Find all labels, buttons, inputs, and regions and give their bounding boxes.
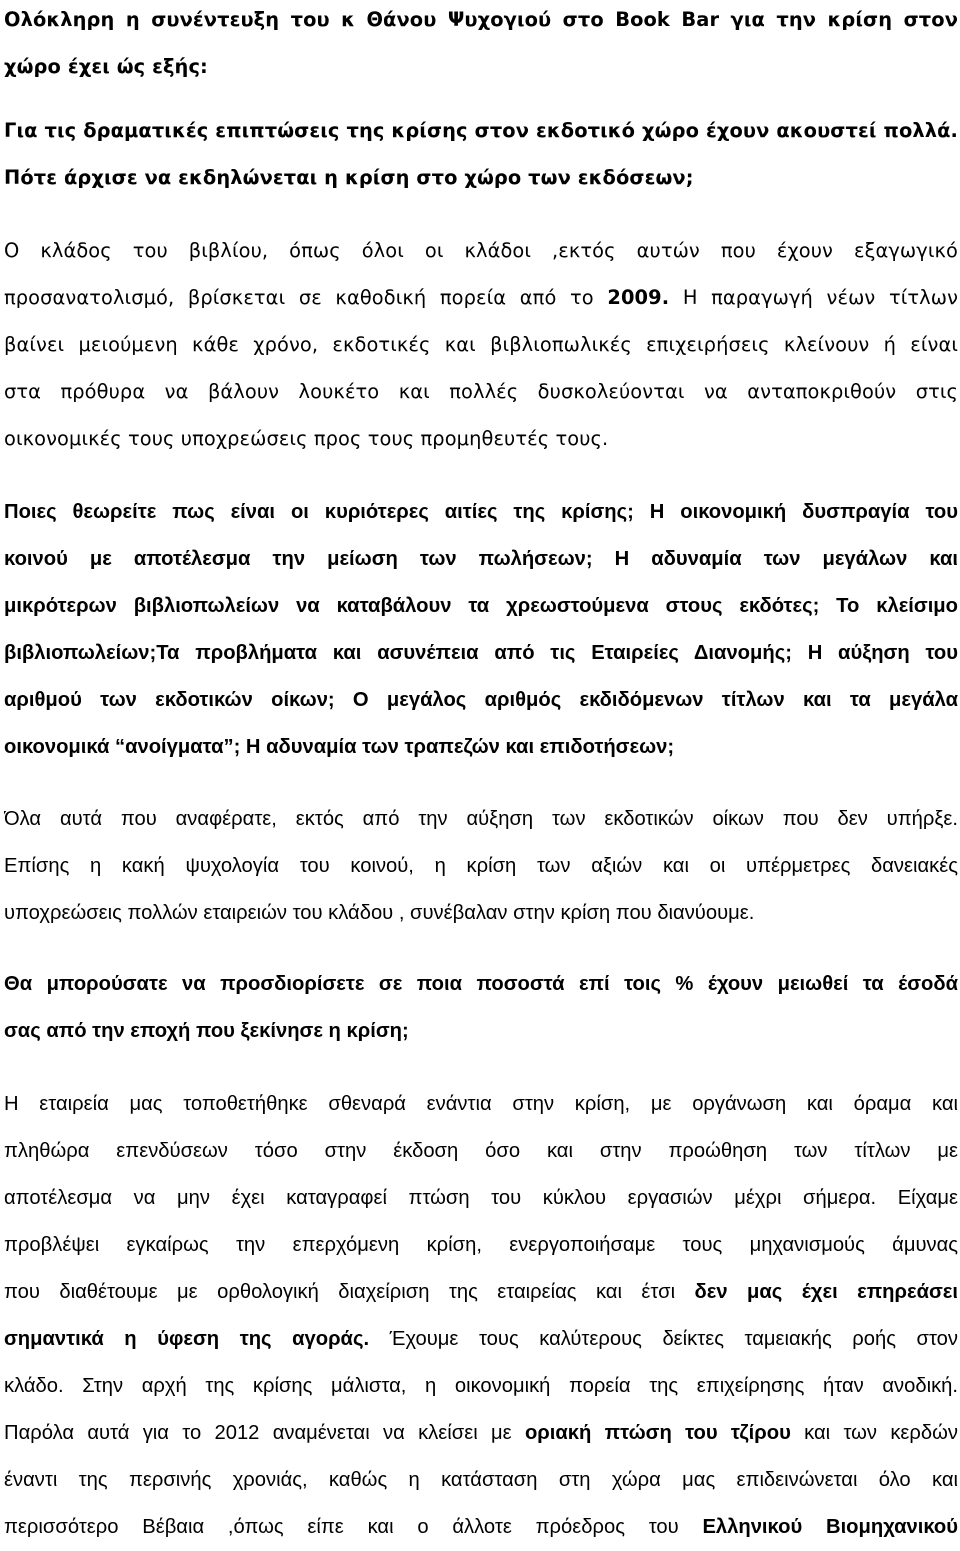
intro-line: χώρο έχει ώς εξής: bbox=[4, 55, 208, 78]
answer-line: έναντι της περσινής χρονιάς, καθώς η κατάσταση στη χώρα μας επιδεινώνεται όλο και bbox=[4, 1469, 958, 1491]
answer-line bbox=[4, 1410, 958, 1457]
answer-3 bbox=[4, 1081, 958, 1551]
emphasis-text: σημαντικά η ύφεση της αγοράς. bbox=[4, 1328, 370, 1350]
answer-text: και των κερδών bbox=[790, 1422, 958, 1444]
question-2 bbox=[4, 489, 958, 771]
question-line: βιβλιοπωλείων;Τα προβλήματα και ασυνέπεια από τις Εταιρείες Διανομής; Η αύξηση του bbox=[4, 642, 958, 664]
emphasis-text: Ελληνικού Βιομηχανικού bbox=[702, 1516, 958, 1538]
answer-1 bbox=[4, 227, 958, 462]
question-line: Θα μπορούσατε να προσδιορίσετε σε ποια ποσοστά επί τοις % έχουν μειωθεί τα έσοδά bbox=[4, 973, 958, 995]
answer-line: προβλέψει εγκαίρως την επερχόμενη κρίση, ενεργοποιήσαμε τους μηχανισμούς άμυνας bbox=[4, 1234, 958, 1256]
answer-line bbox=[4, 274, 958, 321]
answer-text: προσανατολισμό, βρίσκεται σε καθοδική πορεία από το bbox=[4, 286, 608, 309]
question-line: Πότε άρχισε να εκδηλώνεται η κρίση στο χώρο των εκδόσεων; bbox=[4, 166, 694, 189]
answer-line: Η εταιρεία μας τοποθετήθηκε σθεναρά ενάντια στην κρίση, με οργάνωση και όραμα και bbox=[4, 1093, 958, 1115]
question-line: αριθμού των εκδοτικών οίκων; Ο μεγάλος αριθμός εκδιδόμενων τίτλων και τα μεγάλα bbox=[4, 689, 958, 711]
answer-line bbox=[4, 1504, 958, 1551]
emphasis-text: δεν μας έχει επηρεάσει bbox=[694, 1281, 958, 1303]
answer-text: περισσότερο Βέβαια ,όπως είπε και ο άλλοτε πρόεδρος του bbox=[4, 1516, 703, 1538]
question-line: Για τις δραματικές επιπτώσεις της κρίσης στον εκδοτικό χώρο έχουν ακουστεί πολλά. bbox=[4, 119, 958, 142]
question-line: Ποιες θεωρείτε πως είναι οι κυριότερες αιτίες της κρίσης; Η οικονομική δυσπραγία του bbox=[4, 501, 958, 523]
answer-text: Η παραγωγή νέων τίτλων bbox=[669, 286, 958, 309]
answer-line: Επίσης η κακή ψυχολογία του κοινού, η κρίση των αξιών και οι υπέρμετρες δανειακές bbox=[4, 855, 958, 877]
question-line: μικρότερων βιβλιοπωλείων να καταβάλουν τα χρεωστούμενα στους εκδότες; Το κλείσιμο bbox=[4, 595, 958, 617]
answer-line: Όλα αυτά που αναφέρατε, εκτός από την αύξηση των εκδοτικών οίκων που δεν υπήρξε. bbox=[4, 808, 958, 830]
answer-line: βαίνει μειούμενη κάθε χρόνο, εκδοτικές και βιβλιοπωλικές επιχειρήσεις κλείνουν ή είναι bbox=[4, 333, 958, 356]
emphasis-text: οριακή πτώση του τζίρου bbox=[524, 1422, 791, 1444]
question-line: κοινού με αποτέλεσμα την μείωση των πωλήσεων; Η αδυναμία των μεγάλων και bbox=[4, 548, 958, 570]
intro-line: Ολόκληρη η συνέντευξη του κ Θάνου Ψυχογιού στο Book Bar για την κρίση στον bbox=[4, 8, 958, 31]
answer-text: που διαθέτουμε με ορθολογική διαχείριση της εταιρείας και έτσι bbox=[4, 1281, 695, 1303]
answer-line: Ο κλάδος του βιβλίου, όπως όλοι οι κλάδοι ,εκτός αυτών που έχουν εξαγωγικό bbox=[4, 239, 958, 262]
answer-line bbox=[4, 1316, 958, 1363]
year-highlight: 2009. bbox=[607, 286, 670, 309]
answer-line: κλάδο. Στην αρχή της κρίσης μάλιστα, η οικονομική πορεία της επιχείρησης ήταν ανοδική. bbox=[4, 1375, 958, 1397]
answer-text: Έχουμε τους καλύτερους δείκτες ταμειακής ροής στον bbox=[369, 1328, 958, 1350]
answer-line: στα πρόθυρα να βάλουν λουκέτο και πολλές δυσκολεύονται να ανταποκριθούν στις bbox=[4, 380, 958, 403]
answer-2 bbox=[4, 796, 958, 937]
question-line: οικονομικά “ανοίγματα”; Η αδυναμία των τραπεζών και επιδοτήσεων; bbox=[4, 736, 675, 758]
question-line: σας από την εποχή που ξεκίνησε η κρίση; bbox=[4, 1020, 409, 1042]
answer-line bbox=[4, 1269, 958, 1316]
intro-paragraph bbox=[4, 0, 958, 90]
answer-line: υποχρεώσεις πολλών εταιρειών του κλάδου , συνέβαλαν στην κρίση που διανύουμε. bbox=[4, 902, 755, 924]
question-1 bbox=[4, 107, 958, 201]
question-3 bbox=[4, 961, 958, 1055]
answer-line: αποτέλεσμα να μην έχει καταγραφεί πτώση του κύκλου εργασιών μέχρι σήμερα. Είχαμε bbox=[4, 1187, 958, 1209]
answer-text: Παρόλα αυτά για το 2012 αναμένεται να κλείσει με bbox=[4, 1422, 525, 1444]
answer-line: πληθώρα επενδύσεων τόσο στην έκδοση όσο και στην προώθηση των τίτλων με bbox=[4, 1140, 958, 1162]
answer-line: οικονομικές τους υποχρεώσεις προς τους προμηθευτές τους. bbox=[4, 427, 609, 450]
